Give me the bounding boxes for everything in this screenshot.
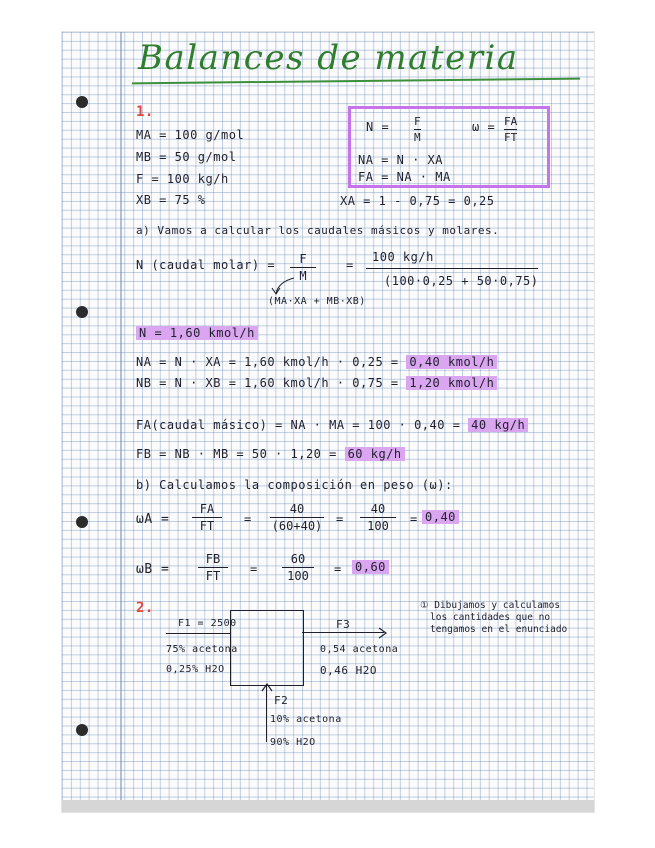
mean-molar-mass: (MA·XA + MB·XB) [268, 296, 366, 307]
stream-f2-comp2: 90% H2O [270, 737, 316, 748]
box-n-num: F [414, 115, 421, 128]
fraction-bar [198, 567, 228, 568]
stream-f3-comp1: 0,54 acetona [320, 644, 399, 655]
box-na-formula: NA = N · XA [358, 153, 443, 167]
n-result-highlight: N = 1,60 kmol/h [136, 326, 258, 340]
process-unit-box [230, 610, 304, 686]
fb-result: 60 kg/h [345, 447, 405, 461]
wb-fraction-1 [198, 552, 228, 583]
wa-fraction-2 [270, 502, 324, 533]
wa-num-3: 40 [370, 502, 386, 516]
wb-label: ωB = [136, 562, 170, 577]
box-w-num: FA [504, 115, 518, 128]
wb-num: FB [205, 552, 221, 566]
xa-calc: XA = 1 - 0,75 = 0,25 [340, 194, 495, 208]
wa-fraction-1 [192, 502, 222, 533]
n-frac-den: M [299, 269, 307, 283]
arrow-icon [268, 276, 298, 296]
given-ma: MA = 100 g/mol [136, 128, 245, 142]
fraction-bar [360, 517, 396, 518]
n-result [136, 326, 258, 340]
fb-line: FB = NB · MB = 50 · 1,20 = [136, 447, 337, 461]
stream-f3-label: F3 [336, 618, 351, 631]
part-a-heading: a) Vamos a calcular los caudales másicos y molares. [136, 224, 500, 237]
fb-calc [136, 447, 405, 461]
stream-f1-line [166, 633, 230, 634]
box-fa-formula: FA = NA · MA [358, 170, 451, 184]
na-line: NA = N · XA = 1,60 kmol/h · 0,25 = [136, 355, 399, 369]
wa-num-2: 40 [289, 502, 305, 516]
binder-hole [76, 96, 88, 108]
part-b-heading: b) Calculamos la composición en peso (ω): [136, 478, 453, 492]
nb-calc [136, 376, 497, 390]
nb-result: 1,20 kmol/h [406, 376, 497, 390]
wa-num: FA [199, 502, 215, 516]
note-line-1: ① Dibujamos y calculamos [420, 600, 561, 611]
box-w-den: FT [504, 131, 518, 144]
arrow-right-icon [378, 627, 388, 639]
wb-result-wrap [352, 560, 389, 574]
given-xb: XB = 75 % [136, 193, 206, 207]
wa-den-2: (60+40) [271, 519, 323, 533]
wa-fraction-3 [360, 502, 396, 533]
fa-result: 40 kg/h [468, 418, 528, 432]
nb-line: NB = N · XB = 1,60 kmol/h · 0,75 = [136, 376, 399, 390]
wa-equals-2: = [336, 512, 344, 526]
stream-f3-comp2: 0,46 H2O [320, 664, 377, 677]
stream-f1-comp1: 75% acetona [166, 644, 238, 655]
wa-result-wrap [422, 510, 459, 524]
box-w-fraction [504, 115, 517, 144]
wa-den-3: 100 [367, 519, 389, 533]
binder-hole [76, 724, 88, 736]
note-line-2: los cantidades que no [430, 612, 551, 623]
stream-f1-comp2: 0,25% H2O [166, 664, 225, 675]
fraction-bar [290, 267, 316, 268]
n-molar-label: N (caudal molar) = [136, 258, 276, 272]
wa-den: FT [199, 519, 215, 533]
wb-num-2: 60 [290, 552, 306, 566]
wb-result: 0,60 [352, 560, 389, 574]
box-n-fraction [414, 115, 421, 144]
stream-f2-line [266, 684, 267, 742]
stream-f2-label: F2 [274, 694, 289, 707]
wb-fraction-2 [282, 552, 314, 583]
na-calc [136, 355, 497, 369]
fraction-bar [270, 517, 324, 518]
wa-equals-3: = [410, 512, 418, 526]
na-result: 0,40 kmol/h [406, 355, 497, 369]
wb-den: FT [205, 569, 221, 583]
n-denominator-value: (100·0,25 + 50·0,75) [384, 274, 539, 288]
wb-equals-1: = [250, 562, 258, 576]
binder-hole [76, 306, 88, 318]
wb-den-2: 100 [287, 569, 309, 583]
arrow-up-icon [261, 682, 273, 692]
fraction-bar [414, 129, 421, 130]
fraction-bar [282, 567, 314, 568]
fraction-bar [504, 129, 517, 130]
exercise-1-number: 1. [136, 104, 154, 120]
given-mb: MB = 50 g/mol [136, 150, 237, 164]
page-title: Balances de materia [138, 38, 519, 78]
n-frac-num: F [299, 252, 307, 266]
fa-line: FA(caudal másico) = NA · MA = 100 · 0,40 = [136, 418, 461, 432]
binder-hole [76, 516, 88, 528]
stream-f2-comp1: 10% acetona [270, 714, 342, 725]
stream-f3-line [302, 632, 384, 633]
box-w-label: ω = [472, 120, 496, 134]
given-f: F = 100 kg/h [136, 172, 229, 186]
exercise-2-number: 2. [136, 600, 154, 616]
fraction-bar [366, 268, 538, 269]
fa-calc [136, 418, 528, 432]
wa-result: 0,40 [422, 510, 459, 524]
n-equals: = [346, 258, 354, 272]
box-n-den: M [414, 131, 421, 144]
stream-f1-label: F1 = 2500 [178, 618, 237, 629]
note-line-3: tengamos en el enunciado [430, 624, 568, 635]
wa-label: ωA = [136, 512, 170, 527]
n-numerator-value: 100 kg/h [372, 250, 434, 264]
wa-equals-1: = [244, 512, 252, 526]
box-n-label: N = [366, 120, 390, 134]
wb-equals-2: = [334, 562, 342, 576]
fraction-bar [192, 517, 222, 518]
